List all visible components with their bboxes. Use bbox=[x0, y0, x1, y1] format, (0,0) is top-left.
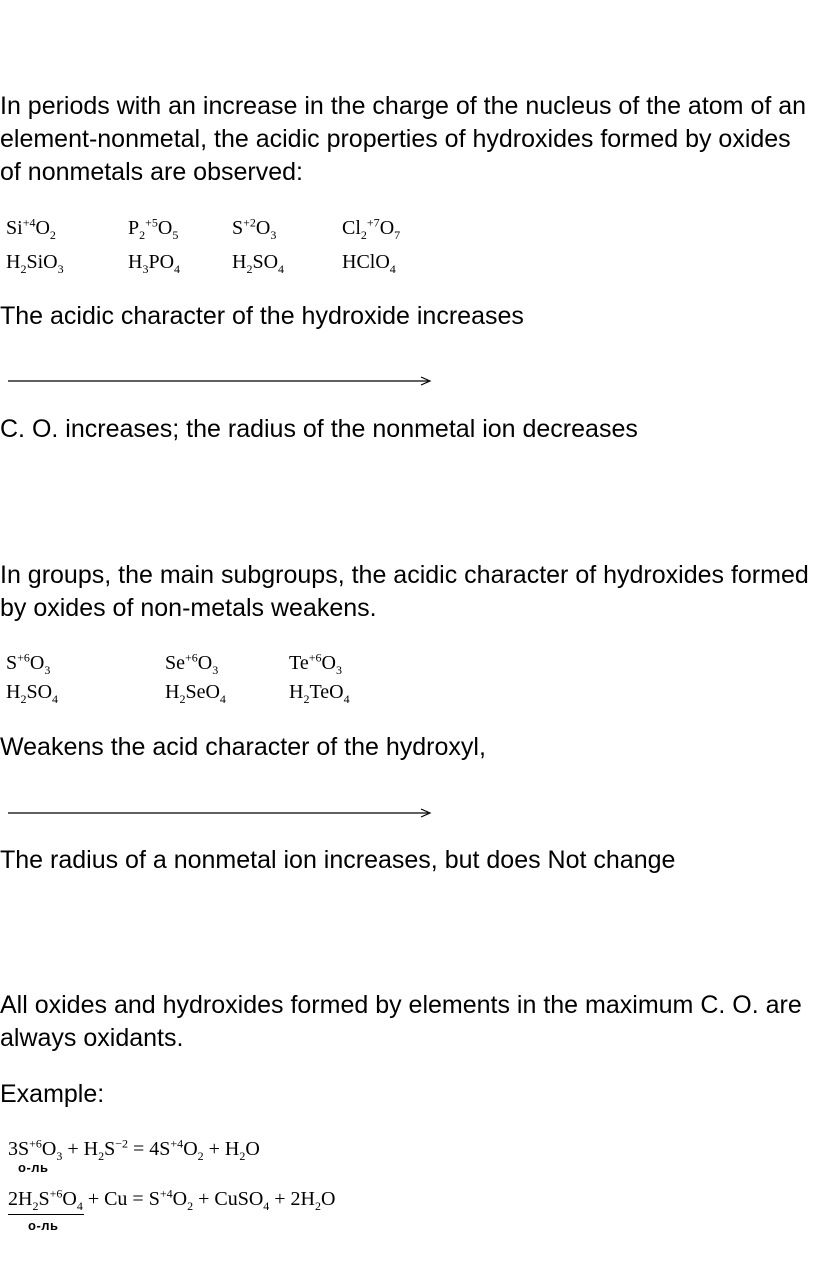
hydroxide-h2sio3: $H_2SiO_3$ bbox=[6, 251, 64, 276]
oxide-p: $P_2^{+5}O_5$ bbox=[128, 215, 179, 242]
equation-2: $2H_2S^{+6}O_4 + Cu = S^{+4}O_2$ + CuSO$_4$ + $2H_2O$ bbox=[8, 1186, 336, 1213]
hydroxide-h3po4: $H_3PO_4$ bbox=[128, 251, 181, 276]
right-arrow-icon bbox=[8, 374, 432, 388]
section1-trend: The acidic character of the hydroxide increases bbox=[0, 302, 524, 330]
oxide-te: $Te^{+6}O_3$ bbox=[289, 650, 342, 677]
oxide-cl: $Cl_2^{+7}O_7$ bbox=[342, 215, 401, 242]
oxide-s6: $S^{+6}O_3$ bbox=[6, 650, 51, 677]
oxide-se: $Se^{+6}O_3$ bbox=[165, 650, 219, 677]
hydroxide-h2so4: $H_2SO_4$ bbox=[232, 251, 285, 276]
hydroxide-hclo4: HClO$_4$ bbox=[342, 251, 396, 276]
hydroxide-h2seo4: $H_2SeO_4$ bbox=[165, 681, 226, 706]
section1-intro: In periods with an increase in the charge of the nucleus of the atom of an element-nonmetal, the acidic properties of hydroxides formed by oxides of nonmetals are observed: bbox=[0, 92, 807, 186]
oxide-si: $Si^{+4}O_2$ bbox=[6, 215, 56, 242]
section1-note: C. O. increases; the radius of the nonmetal ion decreases bbox=[0, 415, 638, 443]
oxidant-label-2: о-ль bbox=[28, 1218, 59, 1233]
example-label: Example: bbox=[0, 1080, 105, 1108]
oxide-s: $S^{+2}O_3$ bbox=[232, 215, 277, 242]
hydroxide-h2teo4: $H_2TeO_4$ bbox=[289, 681, 350, 706]
underline bbox=[8, 1214, 84, 1215]
section2-intro: In groups, the main subgroups, the acidic character of hydroxides formed by oxides of non-metals weakens. bbox=[0, 561, 809, 622]
right-arrow-icon bbox=[8, 806, 432, 820]
section2-trend: Weakens the acid character of the hydroxyl, bbox=[0, 733, 486, 761]
hydroxide-h2so4-group: $H_2SO_4$ bbox=[6, 681, 59, 706]
section3-intro: All oxides and hydroxides formed by elements in the maximum C. O. are always oxidants. bbox=[0, 991, 802, 1052]
equation-1: $3S^{+6}O_3 + H_2S^{-2} = 4S^{+4}O_2 + H_2O$ bbox=[8, 1136, 260, 1163]
section2-note: The radius of a nonmetal ion increases, but does Not change bbox=[0, 846, 676, 874]
oxidant-label-1: о-ль bbox=[18, 1160, 49, 1175]
